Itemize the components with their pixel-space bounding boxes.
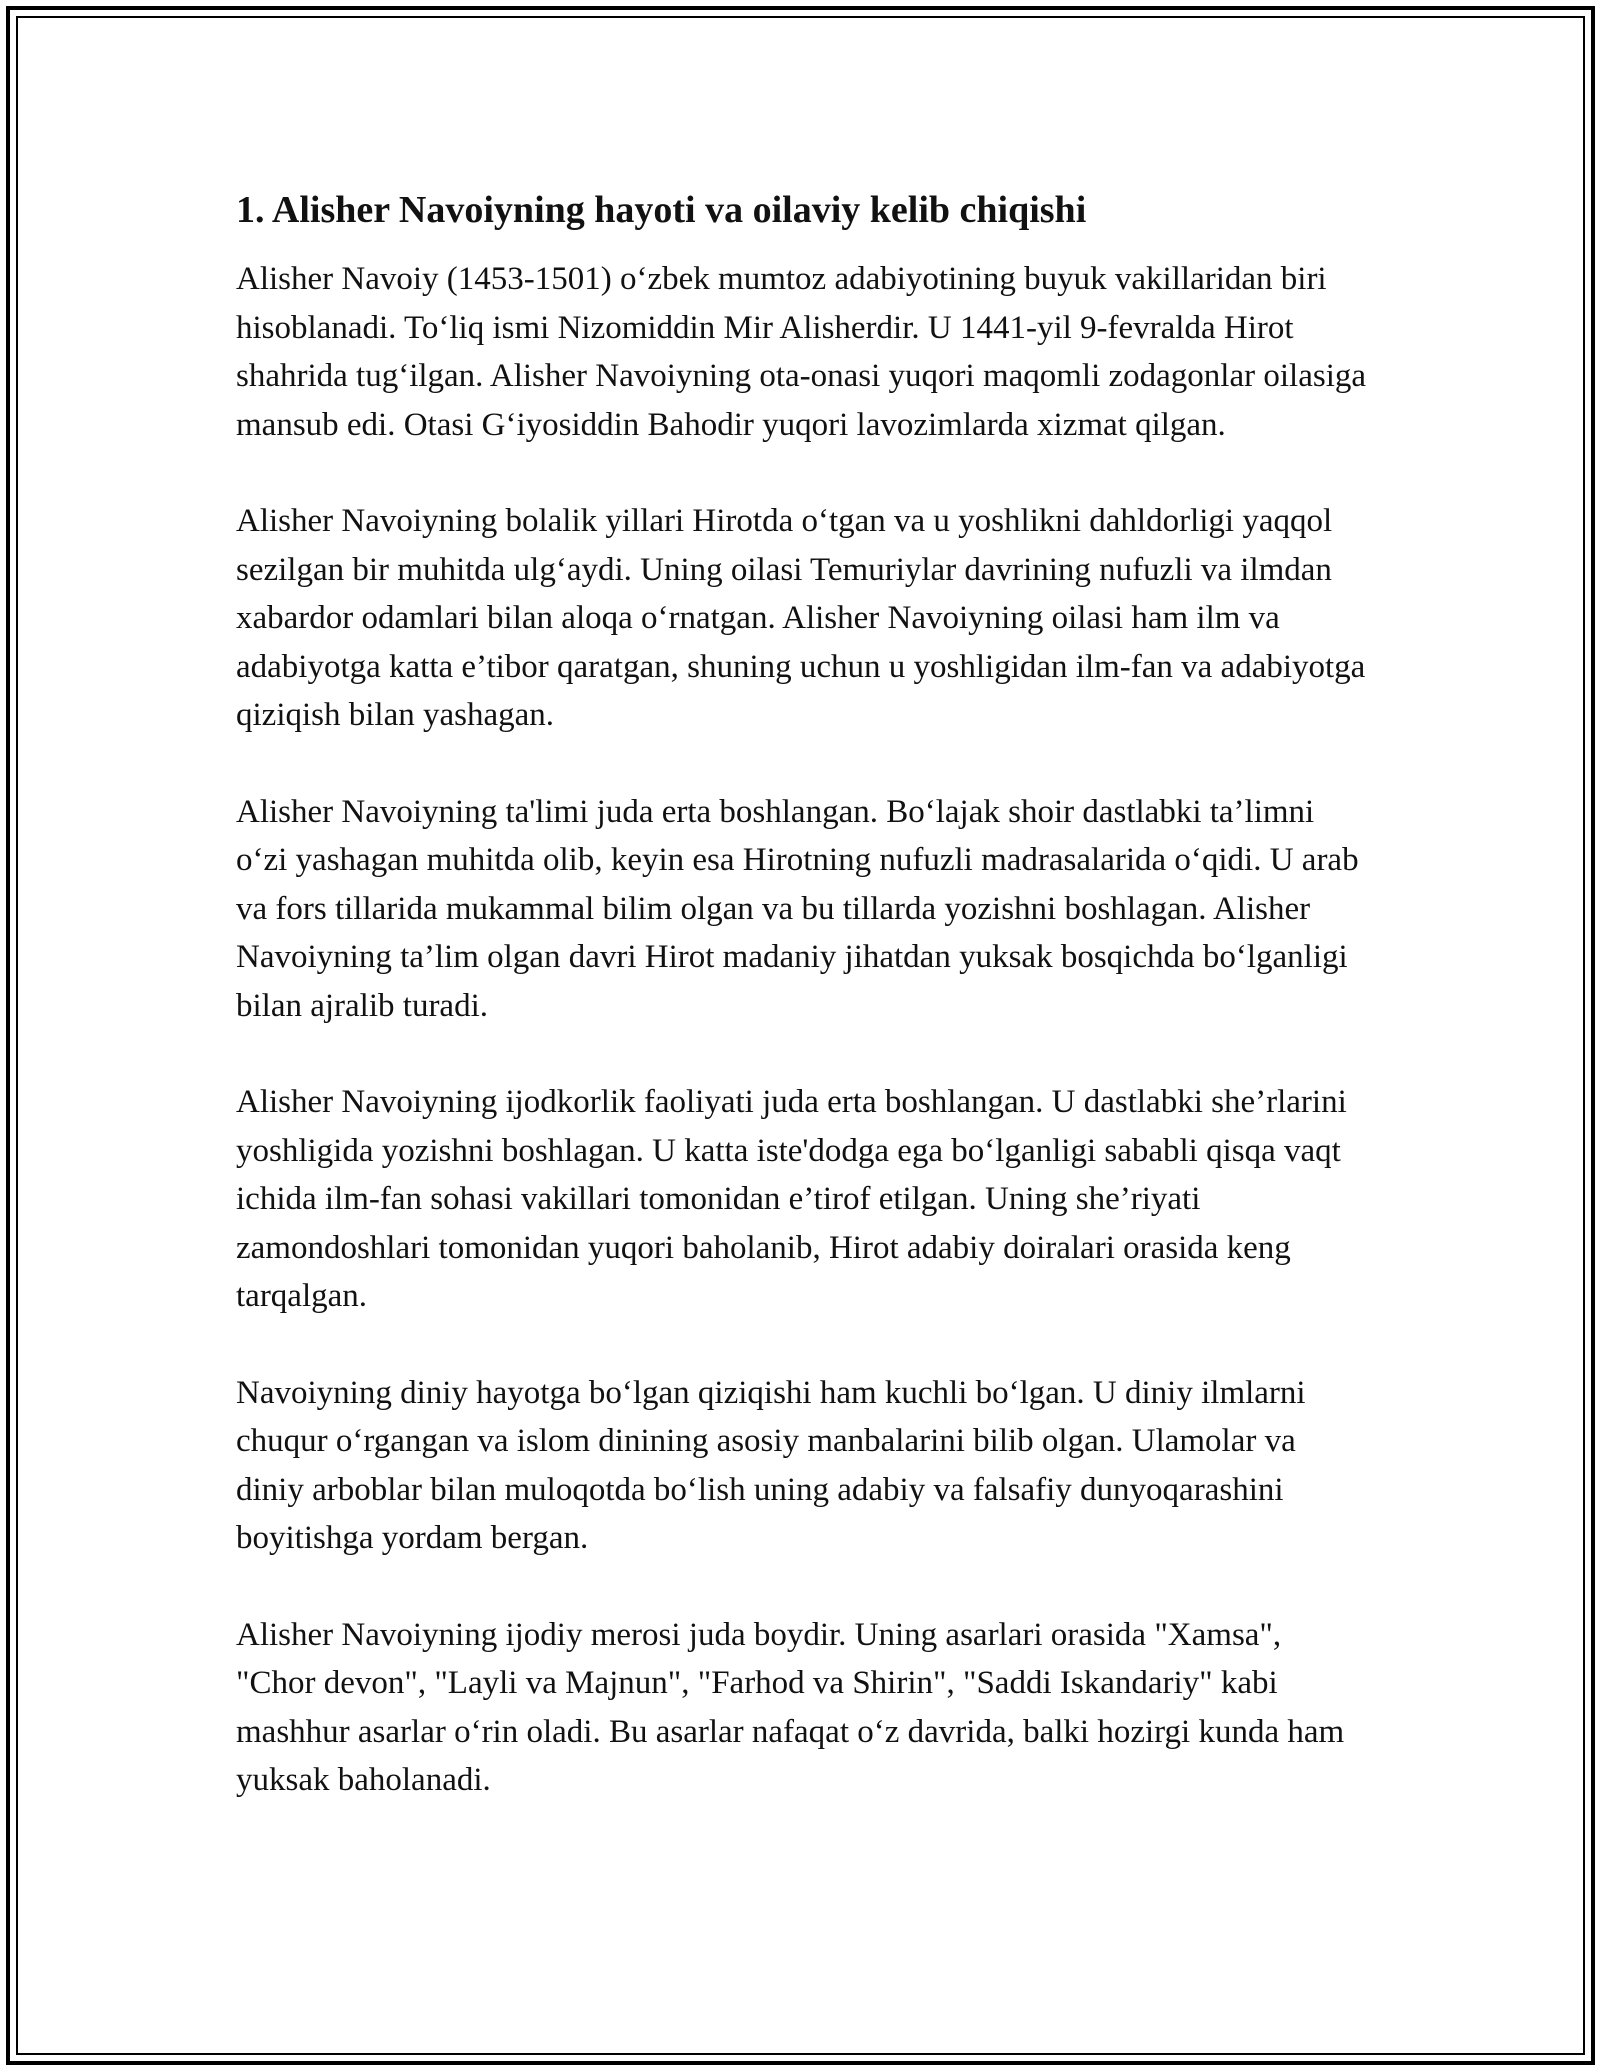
paragraph-legacy: Alisher Navoiyning ijodiy merosi juda boydir. Uning asarlari orasida "Xamsa", "Chor devon", "Layli va Majnun", "Farhod va Shirin", "Saddi Iskandariy" kabi mashhur asarlar o‘rin oladi. Bu asarlar nafaqat o‘z davrida, balki hozirgi kunda ham yuksak baholanadi. — [236, 1616, 1345, 1798]
paragraph-education: Alisher Navoiyning ta'limi juda erta boshlangan. Bo‘lajak shoir dastlabki ta’limni o‘zi yashagan muhitda olib, keyin esa Hirotning nufuzli madrasalarida o‘qidi. U arab va fors tillarida mukammal bilim olgan va bu tillarda yozishni boshlagan. Alisher Navoiyning ta’lim olgan davri Hirot madaniy jihatdan yuksak bosqichda bo‘lganligi bilan ajralib turadi. — [236, 793, 1359, 1024]
section-heading: 1. Alisher Navoiyning hayoti va oilaviy kelib chiqishi — [236, 189, 1087, 231]
paragraph-religious-interest: Navoiyning diniy hayotga bo‘lgan qiziqishi ham kuchli bo‘lgan. U diniy ilmlarni chuqur o‘rgangan va islom dinining asosiy manbalarini bilib olgan. Ulamolar va diniy arboblar bilan muloqotda bo‘lish uning adabiy va falsafiy dunyoqarashini boyitishga yordam bergan. — [236, 1374, 1306, 1556]
paragraph-life-overview: Alisher Navoiy (1453-1501) o‘zbek mumtoz adabiyotining buyuk vakillaridan biri hisoblanadi. To‘liq ismi Nizomiddin Mir Alisherdir. U 1441-yil 9-fevralda Hirot shahrida tug‘ilgan. Alisher Navoiyning ota-onasi yuqori maqomli zodagonlar oilasiga mansub edi. Otasi G‘iyosiddin Bahodir yuqori lavozimlarda xizmat qilgan. — [236, 261, 1367, 443]
paragraph-childhood: Alisher Navoiyning bolalik yillari Hirotda o‘tgan va u yoshlikni dahldorligi yaqqol sezilgan bir muhitda ulg‘aydi. Uning oilasi Temuriylar davrining nufuzli va ilmdan xabardor odamlari bilan aloqa o‘rnatgan. Alisher Navoiyning oilasi ham ilm va adabiyotga katta e’tibor qaratgan, shuning uchun u yoshligidan ilm-fan va adabiyotga qiziqish bilan yashagan. — [236, 503, 1366, 733]
document-body — [236, 185, 1366, 1853]
paragraph-creative-activity: Alisher Navoiyning ijodkorlik faoliyati juda erta boshlangan. U dastlabki she’rlarini yoshligida yozishni boshlagan. U katta iste'dodga ega bo‘lganligi sababli qisqa vaqt ichida ilm-fan sohasi vakillari tomonidan e’tirof etilgan. Uning she’riyati zamondoshlari tomonidan yuqori baholanib, Hirot adabiy doiralari orasida keng tarqalgan. — [236, 1084, 1347, 1314]
